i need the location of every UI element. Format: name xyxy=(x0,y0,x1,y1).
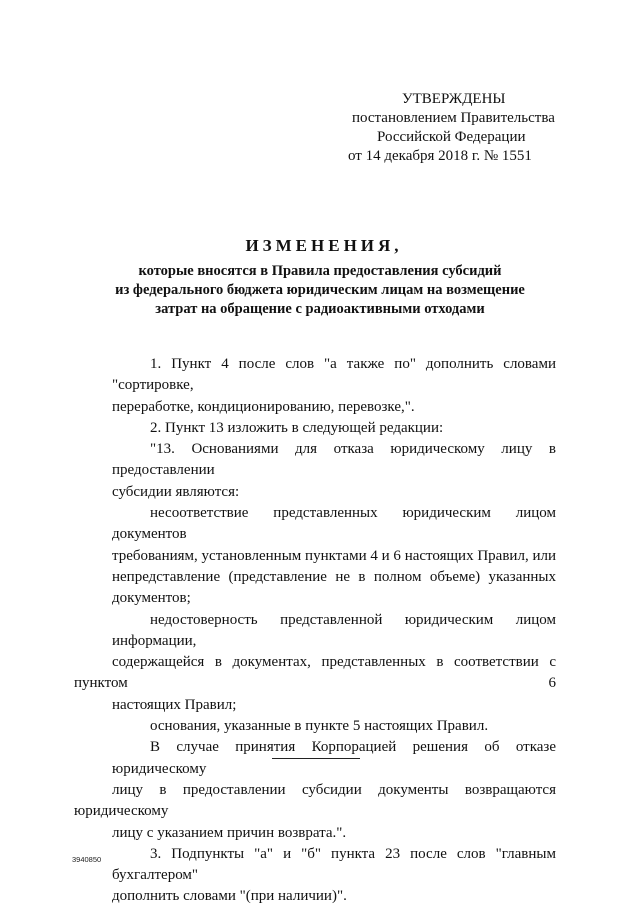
text-line: содержащейся в документах, представленных в соответствии с пунктом 6 xyxy=(74,654,556,692)
text-line: лицу с указанием причин возврата.". xyxy=(112,824,347,841)
text-line: непредставление (представление не в полном объеме) указанных xyxy=(112,568,556,585)
paragraph-1 xyxy=(74,354,556,418)
document-body xyxy=(74,354,556,908)
text-line: переработке, кондиционированию, перевозке,". xyxy=(112,398,415,415)
paragraph-8 xyxy=(74,844,556,908)
paragraph-2 xyxy=(74,418,556,439)
text-line: основания, указанные в пункте 5 настоящих Правил. xyxy=(150,718,489,735)
text-line: субсидии являются: xyxy=(112,483,240,500)
approval-date-number: от 14 декабря 2018 г. № 1551 xyxy=(348,148,532,164)
text-line: лицу в предоставлении субсидии документы возвращаются юридическому xyxy=(74,781,556,820)
text-line: 2. Пункт 13 изложить в следующей редакции: xyxy=(150,419,444,436)
subtitle-line: затрат на обращение с радиоактивными отходами xyxy=(155,301,485,317)
text-line: документов; xyxy=(112,590,191,607)
approval-heading: УТВЕРЖДЕНЫ xyxy=(402,91,506,107)
text-line: 1. Пункт 4 после слов "а также по" дополнить словами "сортировке, xyxy=(112,356,556,394)
paragraph-7 xyxy=(74,737,556,843)
text-line: недостоверность представленной юридическим лицом информации, xyxy=(112,611,556,649)
text-line: дополнить словами "(при наличии)". xyxy=(112,888,347,905)
text-line: настоящих Правил; xyxy=(112,696,237,713)
text-line: несоответствие представленных юридическим лицом документов xyxy=(112,505,556,543)
text-line: требованиям, установленным пунктами 4 и 6 настоящих Правил, или xyxy=(112,547,556,564)
paragraph-4 xyxy=(74,503,556,609)
closing-divider-line xyxy=(272,758,360,759)
document-subtitle xyxy=(80,262,560,319)
subtitle-line: из федерального бюджета юридическим лицам на возмещение xyxy=(115,282,525,298)
approval-line: Российской Федерации xyxy=(377,129,526,145)
document-title: ИЗМЕНЕНИЯ, xyxy=(245,236,403,255)
text-line: В случае принятия Корпорацией решения об отказе юридическому xyxy=(112,739,556,777)
paragraph-6 xyxy=(74,716,556,737)
approval-stamp xyxy=(348,90,555,166)
text-line: 3. Подпункты "а" и "б" пункта 23 после слов "главным бухгалтером" xyxy=(112,845,556,884)
subtitle-line: которые вносятся в Правила предоставления субсидий xyxy=(138,263,502,279)
paragraph-5 xyxy=(74,610,556,716)
text-line: "13. Основаниями для отказа юридическому лицу в предоставлении xyxy=(112,441,556,479)
paragraph-3 xyxy=(74,439,556,503)
document-code: 3940850 xyxy=(72,855,102,864)
approval-line: постановлением Правительства xyxy=(352,110,555,126)
